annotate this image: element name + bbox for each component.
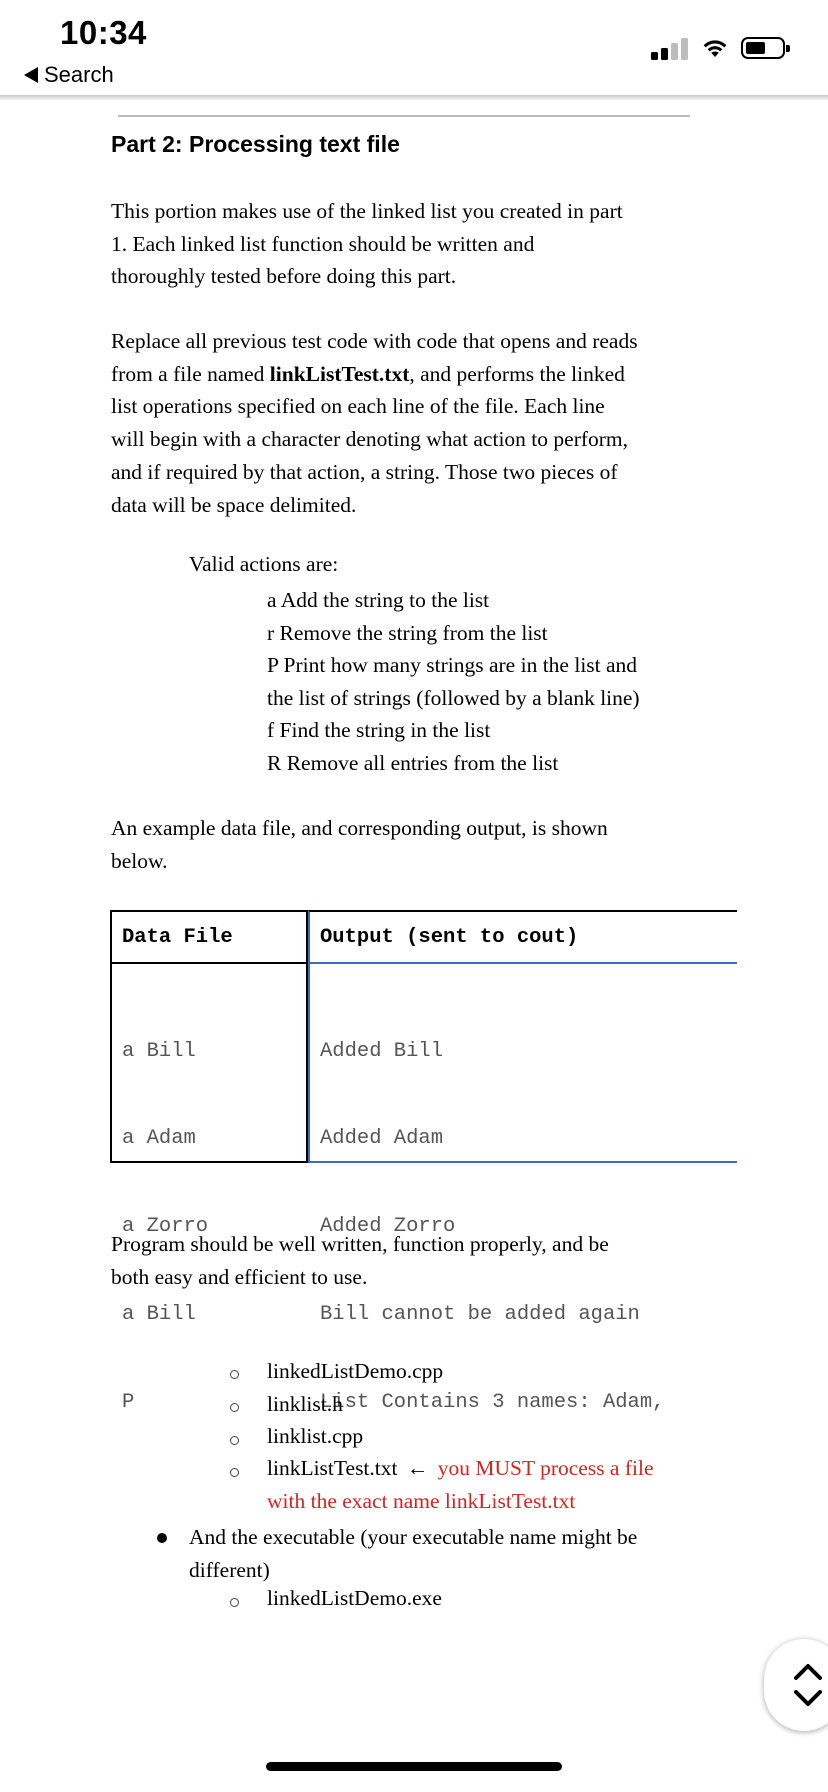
text-line: from a file named linkListTest.txt, and performs the linked — [111, 361, 625, 386]
program-paragraph — [111, 1228, 711, 1293]
page-scroll-button[interactable] — [764, 1639, 828, 1731]
valid-actions-heading: Valid actions are: — [189, 552, 339, 576]
home-indicator[interactable] — [266, 1762, 562, 1771]
back-label: Search — [44, 62, 114, 87]
table-row: Added Bill — [320, 1039, 444, 1063]
header-divider — [0, 95, 828, 101]
table-row: a Zorro — [122, 1215, 209, 1239]
chevron-up-down-icon — [790, 1650, 828, 1720]
file-item: linkedListDemo.exe — [267, 1586, 442, 1610]
hollow-bullet-icon — [230, 1370, 239, 1379]
bullet-dot-icon — [157, 1533, 167, 1543]
data-file-header: Data File — [122, 926, 233, 949]
text-line: thoroughly tested before doing this part. — [111, 264, 457, 289]
table-row: a Bill — [122, 1039, 196, 1063]
action-item: P Print how many strings are in the list and — [267, 653, 638, 677]
red-note-continued: with the exact name linkListTest.txt — [267, 1489, 576, 1513]
horizontal-rule — [118, 115, 690, 117]
table-row: a Bill — [122, 1303, 196, 1327]
hollow-bullet-icon — [230, 1468, 239, 1477]
text-line: different) — [189, 1557, 270, 1582]
text-line: 1. Each linked list function should be written and — [111, 231, 535, 256]
hollow-bullet-icon — [230, 1403, 239, 1412]
status-bar — [0, 0, 828, 96]
left-arrow-icon: ← — [406, 1456, 429, 1480]
section-title: Part 2: Processing text file — [111, 131, 400, 157]
text-line: both easy and efficient to use. — [111, 1264, 368, 1289]
hollow-bullet-icon — [230, 1598, 239, 1607]
table-row: Added Adam — [320, 1127, 444, 1151]
wifi-icon — [700, 36, 730, 60]
text-line: Replace all previous test code with code that opens and reads — [111, 329, 638, 353]
action-item: f Find the string in the list — [267, 718, 491, 742]
text-line: And the executable (your executable name might be — [189, 1525, 638, 1549]
intro-paragraph — [111, 195, 711, 293]
text-line: This portion makes use of the linked list you created in part — [111, 199, 623, 223]
action-item: R Remove all entries from the list — [267, 750, 559, 775]
filename-bold: linkListTest.txt — [269, 361, 410, 386]
action-item: a Add the string to the list — [267, 588, 490, 612]
red-note: you MUST process a file — [437, 1456, 654, 1480]
table-row: List Contains 3 names: Adam, — [320, 1391, 665, 1415]
text-line: and if required by that action, a string. Those two pieces of — [111, 459, 618, 484]
file-name: linkListTest.txt — [267, 1456, 398, 1480]
text-line: list operations specified on each line of the file. Each line — [111, 394, 605, 419]
clock-time: 10:34 — [60, 14, 147, 51]
cellular-signal-icon — [651, 36, 688, 60]
table-header-divider — [308, 962, 737, 964]
action-item: r Remove the string from the list — [267, 620, 548, 645]
replace-paragraph — [111, 325, 711, 521]
file-item: linklist.h — [267, 1392, 343, 1416]
text-line: will begin with a character denoting what action to perform, — [111, 427, 629, 452]
file-item: linklist.cpp — [267, 1424, 364, 1448]
table-row: Added Zorro — [320, 1215, 456, 1239]
executable-bullet — [189, 1521, 637, 1586]
action-item: the list of strings (followed by a blank line) — [267, 685, 640, 710]
table-row: a Adam — [122, 1127, 196, 1151]
text-line: An example data file, and corresponding output, is shown — [111, 816, 608, 840]
actions-list — [267, 584, 707, 779]
file-item-with-note — [267, 1456, 654, 1481]
battery-icon — [741, 37, 785, 59]
example-paragraph — [111, 812, 711, 877]
text-line: data will be space delimited. — [111, 492, 357, 517]
file-item: linkedListDemo.cpp — [267, 1359, 444, 1383]
back-to-search-button[interactable] — [24, 62, 114, 88]
back-triangle-icon — [24, 67, 38, 83]
table-row: Bill cannot be added again — [320, 1303, 640, 1327]
text-line: below. — [111, 848, 168, 873]
table-row: P — [122, 1391, 135, 1415]
hollow-bullet-icon — [230, 1436, 239, 1445]
text-line: Program should be well written, function properly, and be — [111, 1232, 609, 1256]
table-header-divider — [110, 962, 308, 964]
output-header: Output (sent to cout) — [320, 926, 579, 949]
